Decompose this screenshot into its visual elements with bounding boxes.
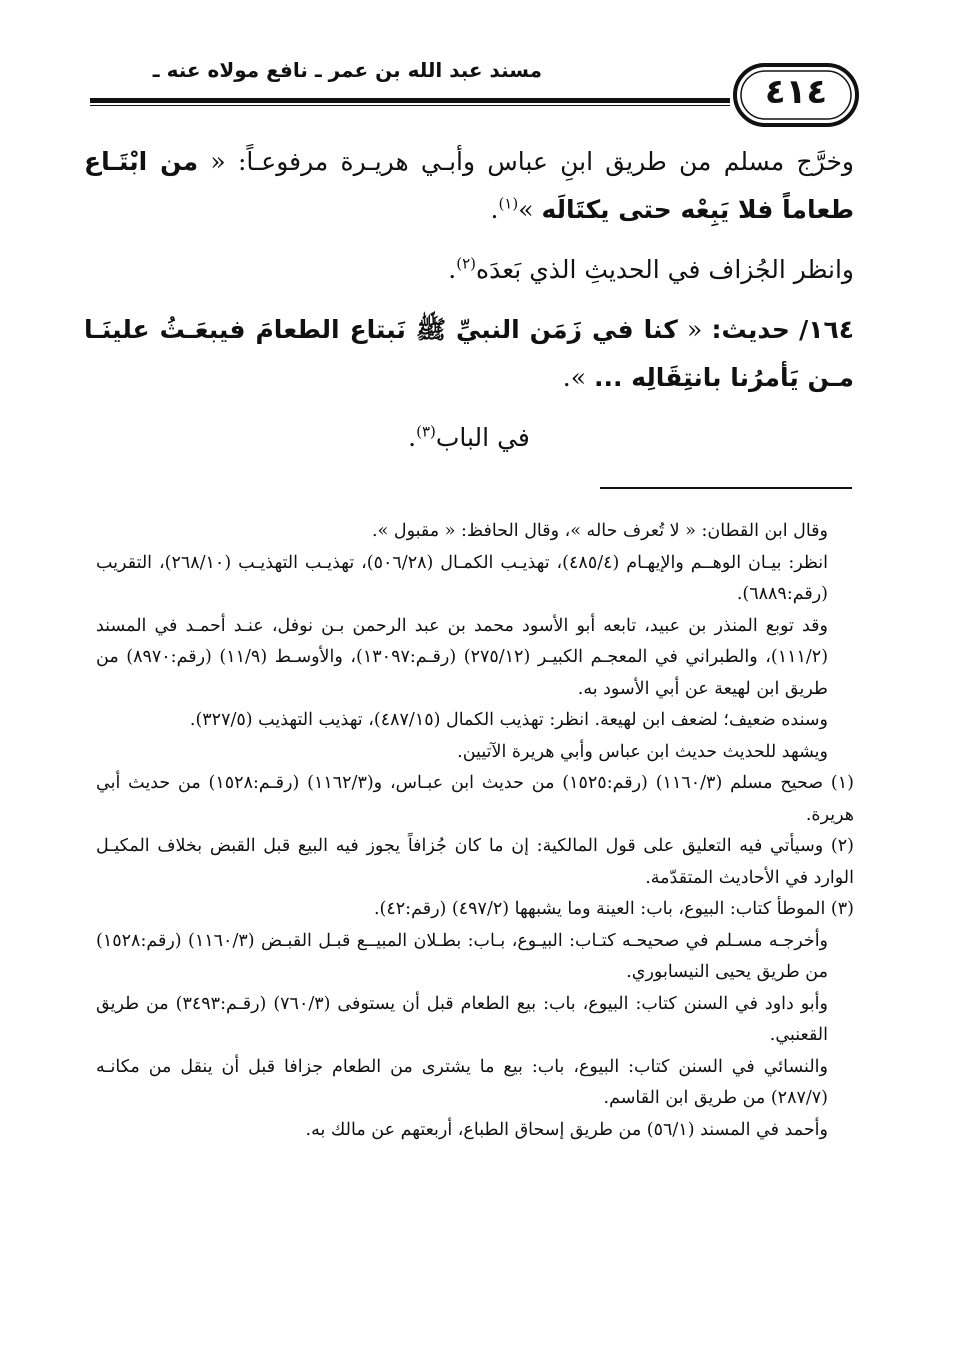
page-header bbox=[60, 46, 860, 136]
p1-period: . bbox=[490, 195, 499, 224]
p1-quote-close: » bbox=[518, 195, 534, 224]
footnote-line: وأبو داود في السنن كتاب: البيوع، باب: بيع الطعام قبل أن يستوفى (٧٦٠/٣) (رقـم:٣٤٩٣) من طريق القعنبي. bbox=[96, 993, 828, 1045]
main-text bbox=[84, 138, 854, 462]
p1-hadith-text: من ابْتَـاع طعاماً فلا يَبِعْه حتى يكتَالَه bbox=[84, 147, 854, 224]
p4-period: . bbox=[408, 423, 417, 452]
page-number: ٤١٤ bbox=[764, 72, 828, 112]
footnote-line: وأخرجـه مسـلم في صحيحـه كتـاب: البيـوع، بـاب: بطـلان المبيــع قبـل القبـض (١١٦٠/٣) (رقم:١٥٢٨) من طريق يحيى النيسابوري. bbox=[96, 930, 829, 982]
p3-quote-close: ». bbox=[562, 363, 587, 392]
p1-intro: وخرَّج مسلم من طريق ابنِ عباس وأبـي هريـرة مرفوعـاً: « bbox=[210, 147, 854, 176]
footnote-separator bbox=[600, 487, 852, 489]
p4-text: في الباب bbox=[435, 423, 530, 452]
header-rule-thin bbox=[90, 105, 730, 106]
footnote-line: وسنده ضعيف؛ لضعف ابن لهيعة. انظر: تهذيب الكمال (٤٨٧/١٥)، تهذيب التهذيب (٣٢٧/٥). bbox=[189, 710, 828, 730]
footnote-2: (٢) وسيأتي فيه التعليق على قول المالكية: إن ما كان جُزافاً يجوز فيه البيع قبل القبض بخلاف المكيـل الوارد في الأحاديث المتقدّمة. bbox=[96, 836, 854, 888]
footnotes bbox=[96, 516, 854, 1146]
footnote-line: وقد توبع المنذر بن عبيد، تابعه أبو الأسود محمد بن عبد الرحمن بـن نوفل، عنـد أحمـد في المسند (١١١/٢)، والطبراني في المعجـم الكبيـر (٢٧٥/١٢) (رقـم:١٣٠٩٧)، والأوسـط (١١/٩) (رقم:٨٩٧٠) من طريق ابن لهيعة عن أبي الأسود به. bbox=[96, 615, 829, 699]
footnote-ref-1: (١) bbox=[498, 194, 519, 213]
footnote-line: ويشهد للحديث حديث ابن عباس وأبي هريرة الآتيين. bbox=[457, 741, 828, 762]
p3-hadith-text: كنا في زَمَن النبيِّ ﷺ نَبتاع الطعامَ فيبعَـثُ علينَـا مـن يَأمرُنا بانتِقَالِه ... bbox=[84, 315, 854, 392]
hadith-label: حديث: bbox=[711, 315, 790, 344]
hadith-number: ١٦٤/ bbox=[799, 315, 855, 344]
paragraph-hadith-164 bbox=[84, 306, 854, 402]
footnote-3: (٣) الموطأ كتاب: البيوع، باب: العينة وما يشبهها (٤٩٧/٢) (رقم:٤٢). bbox=[373, 899, 854, 919]
p3-quote-open: « bbox=[687, 315, 703, 344]
paragraph-muslim bbox=[84, 138, 854, 234]
footnote-line: والنسائي في السنن كتاب: البيوع، باب: بيع ما يشترى من الطعام جزافا قبل أن ينقل من مكانـه (٢٨٧/٧) من طريق ابن القاسم. bbox=[96, 1056, 828, 1108]
paragraph-in-chapter bbox=[84, 414, 854, 462]
footnote-ref-2: (٢) bbox=[456, 254, 477, 273]
paragraph-see-juzaf bbox=[84, 246, 854, 294]
page-number-badge bbox=[732, 62, 860, 128]
footnote-ref-3: (٣) bbox=[416, 422, 436, 441]
footnote-line: وأحمد في المسند (٥٦/١) من طريق إسحاق الطباع، أربعتهم عن مالك به. bbox=[305, 1119, 828, 1140]
footnote-line: وقال ابن القطان: « لا تُعرف حاله »، وقال الحافظ: « مقبول ». bbox=[372, 521, 828, 541]
footnote-1: (١) صحيح مسلم (١١٦٠/٣) (رقم:١٥٢٥) من حديث ابن عبـاس، و(١١٦٢/٣) (رقـم:١٥٢٨) من حديث أبي هريرة. bbox=[96, 773, 854, 825]
footnote-line: انظر: بيـان الوهــم والإيهـام (٤٨٥/٤)، تهذيـب الكمـال (٥٠٦/٢٨)، تهذيـب التهذيـب (٢٦٨/١٠)، التقريب (رقم:٦٨٨٩). bbox=[96, 552, 828, 604]
header-rule bbox=[90, 98, 730, 103]
p2-text: وانظر الجُزاف في الحديثِ الذي بَعدَه bbox=[476, 255, 854, 284]
p2-period: . bbox=[448, 255, 457, 284]
running-title: مسند عبد الله بن عمر ـ نافع مولاه عنه ـ bbox=[152, 58, 542, 82]
